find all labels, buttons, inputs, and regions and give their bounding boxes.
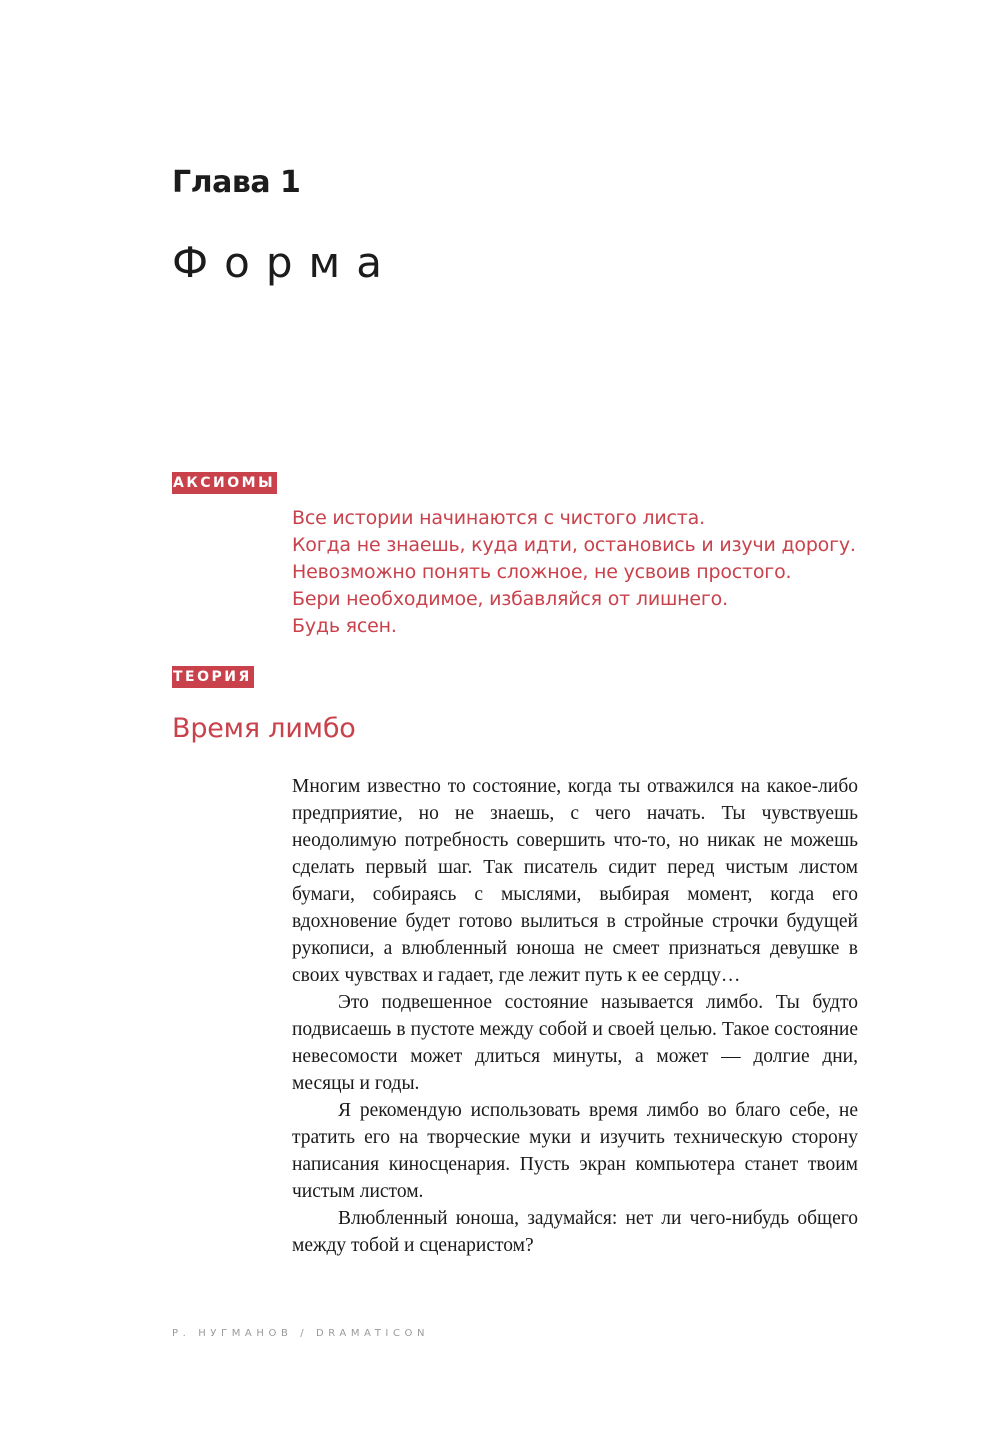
body-text xyxy=(292,773,858,1259)
body-paragraph: Многим известно то состояние, когда ты отважился на какое-либо предприятие, но не знаешь, с чего начать. Ты чувствуешь неодолимую потребность совершить что-то, но никак не можешь сделать первый шаг. Так писатель сидит перед чистым листом бумаги, собираясь с мыслями, выбирая момент, когда его вдохновение будет готово вылиться в стройные строчки будущей рукописи, а влюбленный юноша не смеет признаться девушке в своих чувствах и гадает, где лежит путь к ее сердцу… xyxy=(292,776,858,986)
body-paragraph: Это подвешенное состояние называется лимбо. Ты будто подвисаешь в пустоте между собой и своей целью. Такое состояние невесомости может длиться минуты, а может — долгие дни, месяцы и годы. xyxy=(292,992,858,1094)
axiom-item: Бери необходимое, избавляйся от лишнего. xyxy=(292,588,728,610)
chapter-title: Форма xyxy=(172,238,398,287)
axiom-item: Все истории начинаются с чистого листа. xyxy=(292,507,705,529)
axiom-item: Будь ясен. xyxy=(292,615,397,637)
axioms-tag: АКСИОМЫ xyxy=(172,472,277,494)
axioms-list xyxy=(292,505,856,640)
section-heading: Время лимбо xyxy=(172,713,356,744)
axiom-item: Когда не знаешь, куда идти, остановись и изучи дорогу. xyxy=(292,534,856,556)
body-paragraph: Влюбленный юноша, задумайся: нет ли чего-нибудь общего между тобой и сценаристом? xyxy=(292,1208,858,1256)
body-paragraph: Я рекомендую использовать время лимбо во благо себе, не тратить его на творческие муки и изучить техническую сторону написания киносценария. Пусть экран компьютера станет твоим чистым листом. xyxy=(292,1100,858,1202)
axiom-item: Невозможно понять сложное, не усвоив простого. xyxy=(292,561,792,583)
page-footer: Р. НУГМАНОВ / DRAMATICON xyxy=(172,1328,430,1339)
theory-tag: ТЕОРИЯ xyxy=(172,666,254,688)
chapter-label: Глава 1 xyxy=(172,165,301,200)
